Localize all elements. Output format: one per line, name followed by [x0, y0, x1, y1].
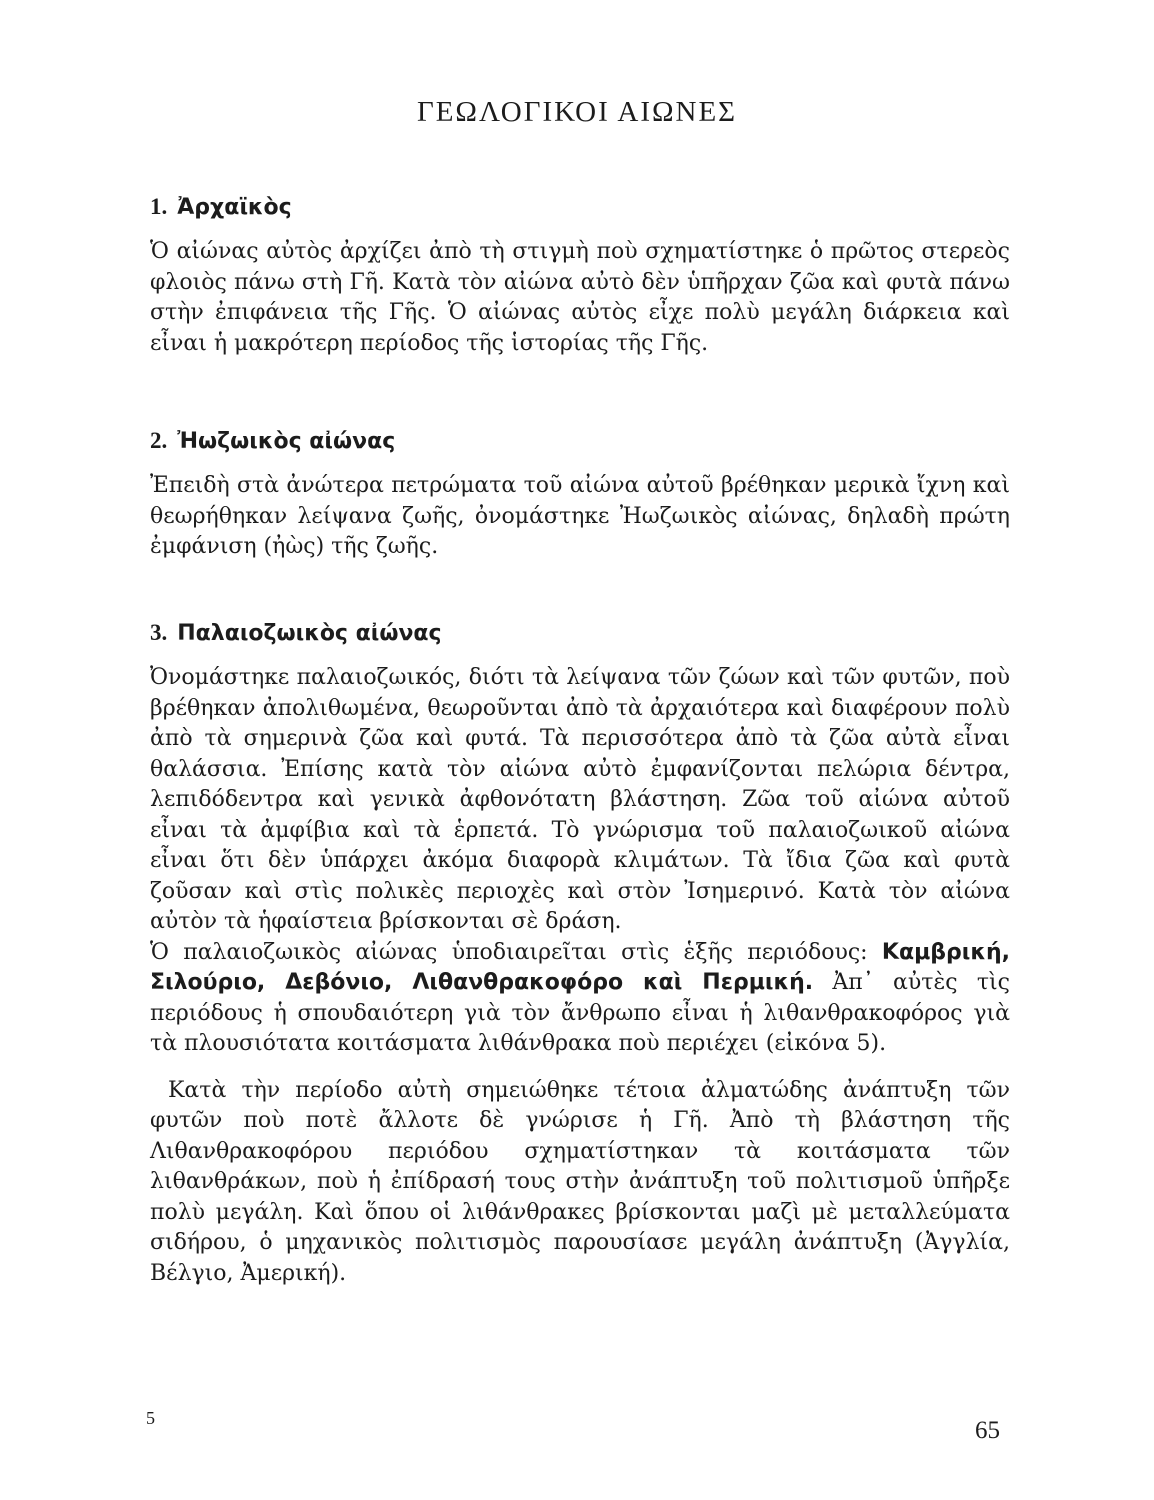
section-number: 1.	[150, 194, 168, 219]
section-title: Ἠωζωικὸς αἰώνας	[177, 429, 396, 454]
section-title: Παλαιοζωικὸς αἰώνας	[177, 621, 442, 646]
section-paragraph: Κατὰ τὴν περίοδο αὐτὴ σημειώθηκε τέτοια ἀλματώδης ἀνάπτυξη τῶν φυτῶν ποὺ ποτὲ ἄλλοτε δὲ γνώρισε ἡ Γῆ. Ἀπὸ τὴ βλάστηση τῆς Λιθανθρακοφόρου περιόδου σχηματίστηκαν τὰ κοιτάσματα τῶν λιθανθράκων, ποὺ ἡ ἐπίδρασή τους στὴν ἀνάπτυξη τοῦ πολιτισμοῦ ὑπῆρξε πολὺ μεγάλη. Καὶ ὅπου οἱ λιθάνθρακες βρίσκονται μαζὶ μὲ μεταλλεύματα σιδήρου, ὁ μηχανικὸς πολιτισμὸς παρουσίασε μεγάλη ἀνάπτυξη (Ἀγγλία, Βέλγιο, Ἀμερική).	[150, 1077, 1010, 1286]
section-number: 3.	[150, 620, 168, 645]
section-paragraph-periods	[150, 938, 1010, 1060]
periods-list-bold: Καμβρική, Σιλούριο, Δεβόνιο, Λιθανθρακοφόρο καὶ Περμική.	[150, 939, 1010, 995]
section-paragraph: Ὀνομάστηκε παλαιοζωικός, διότι τὰ λείψανα τῶν ζώων καὶ τῶν φυτῶν, ποὺ βρέθηκαν ἀπολιθωμένα, θεωροῦνται ἀπὸ τὰ ἀρχαιότερα καὶ διαφέρουν πολὺ ἀπὸ τὰ σημερινὰ ζῶα καὶ φυτά. Τὰ περισσότερα ἀπὸ τὰ ζῶα αὐτὰ εἶναι θαλάσσια. Ἐπίσης κατὰ τὸν αἰώνα αὐτὸ ἐμφανίζονται πελώρια δέντρα, λεπιδόδεντρα καὶ γενικὰ ἀφθονότατη βλάστηση. Ζῶα τοῦ αἰώνα αὐτοῦ εἶναι τὰ ἀμφίβια καὶ τὰ ἑρπετά. Τὸ γνώρισμα τοῦ παλαιοζωικοῦ αἰώνα εἶναι ὅτι δὲν ὑπάρχει ἀκόμα διαφορὰ κλιμάτων. Τὰ ἴδια ζῶα καὶ φυτὰ ζοῦσαν καὶ στὶς πολικὲς περιοχὲς καὶ στὸν Ἰσημερινό. Κατὰ τὸν αἰώνα αὐτὸν τὰ ἡφαίστεια βρίσκονται σὲ δράση.	[150, 665, 1010, 934]
page-title: ΓΕΩΛΟΓΙΚΟΙ ΑΙΩΝΕΣ	[416, 96, 738, 128]
section-paragraph: Ἐπειδὴ στὰ ἀνώτερα πετρώματα τοῦ αἰώνα αὐτοῦ βρέθηκαν μερικὰ ἴχνη καὶ θεωρήθηκαν λείψανα ζωῆς, ὀνομάστηκε Ἠωζωικὸς αἰώνας, δηλαδὴ πρώτη ἐμφάνιση (ἠὼς) τῆς ζωῆς.	[150, 473, 1010, 559]
section-eozoic	[150, 426, 1010, 563]
section-number: 2.	[150, 428, 168, 453]
section-heading	[150, 618, 1010, 649]
section-heading	[150, 192, 1010, 223]
section-paragraph: Ὁ αἰώνας αὐτὸς ἀρχίζει ἀπὸ τὴ στιγμὴ ποὺ σχηματίστηκε ὁ πρῶτος στερεὸς φλοιὸς πάνω στὴ Γῆ. Κατὰ τὸν αἰώνα αὐτὸ δὲν ὑπῆρχαν ζῶα καὶ φυτὰ πάνω στὴν ἐπιφάνεια τῆς Γῆς. Ὁ αἰώνας αὐτὸς εἶχε πολὺ μεγάλη διάρκεια καὶ εἶναι ἡ μακρότερη περίοδος τῆς ἱστορίας τῆς Γῆς.	[150, 239, 1010, 356]
page-number: 65	[975, 1417, 1000, 1444]
periods-outro-text: Ἀπ᾿ αὐτὲς τὶς περιόδους ἡ σπουδαιότερη γιὰ τὸν ἄνθρωπο εἶναι ἡ λιθανθρακοφόρος γιὰ τὰ πλουσιότατα κοιτάσματα λιθάνθρακα ποὺ περιέχει (εἰκόνα 5).	[150, 970, 1010, 1056]
section-paleozoic	[150, 618, 1010, 1289]
section-heading	[150, 426, 1010, 457]
section-title: Ἀρχαϊκὸς	[177, 195, 292, 220]
signature-mark: 5	[146, 1408, 155, 1428]
periods-intro-text: Ὁ παλαιοζωικὸς αἰώνας ὑποδιαιρεῖται στὶς ἑξῆς περιόδους:	[150, 939, 882, 965]
section-archaic	[150, 192, 1010, 359]
